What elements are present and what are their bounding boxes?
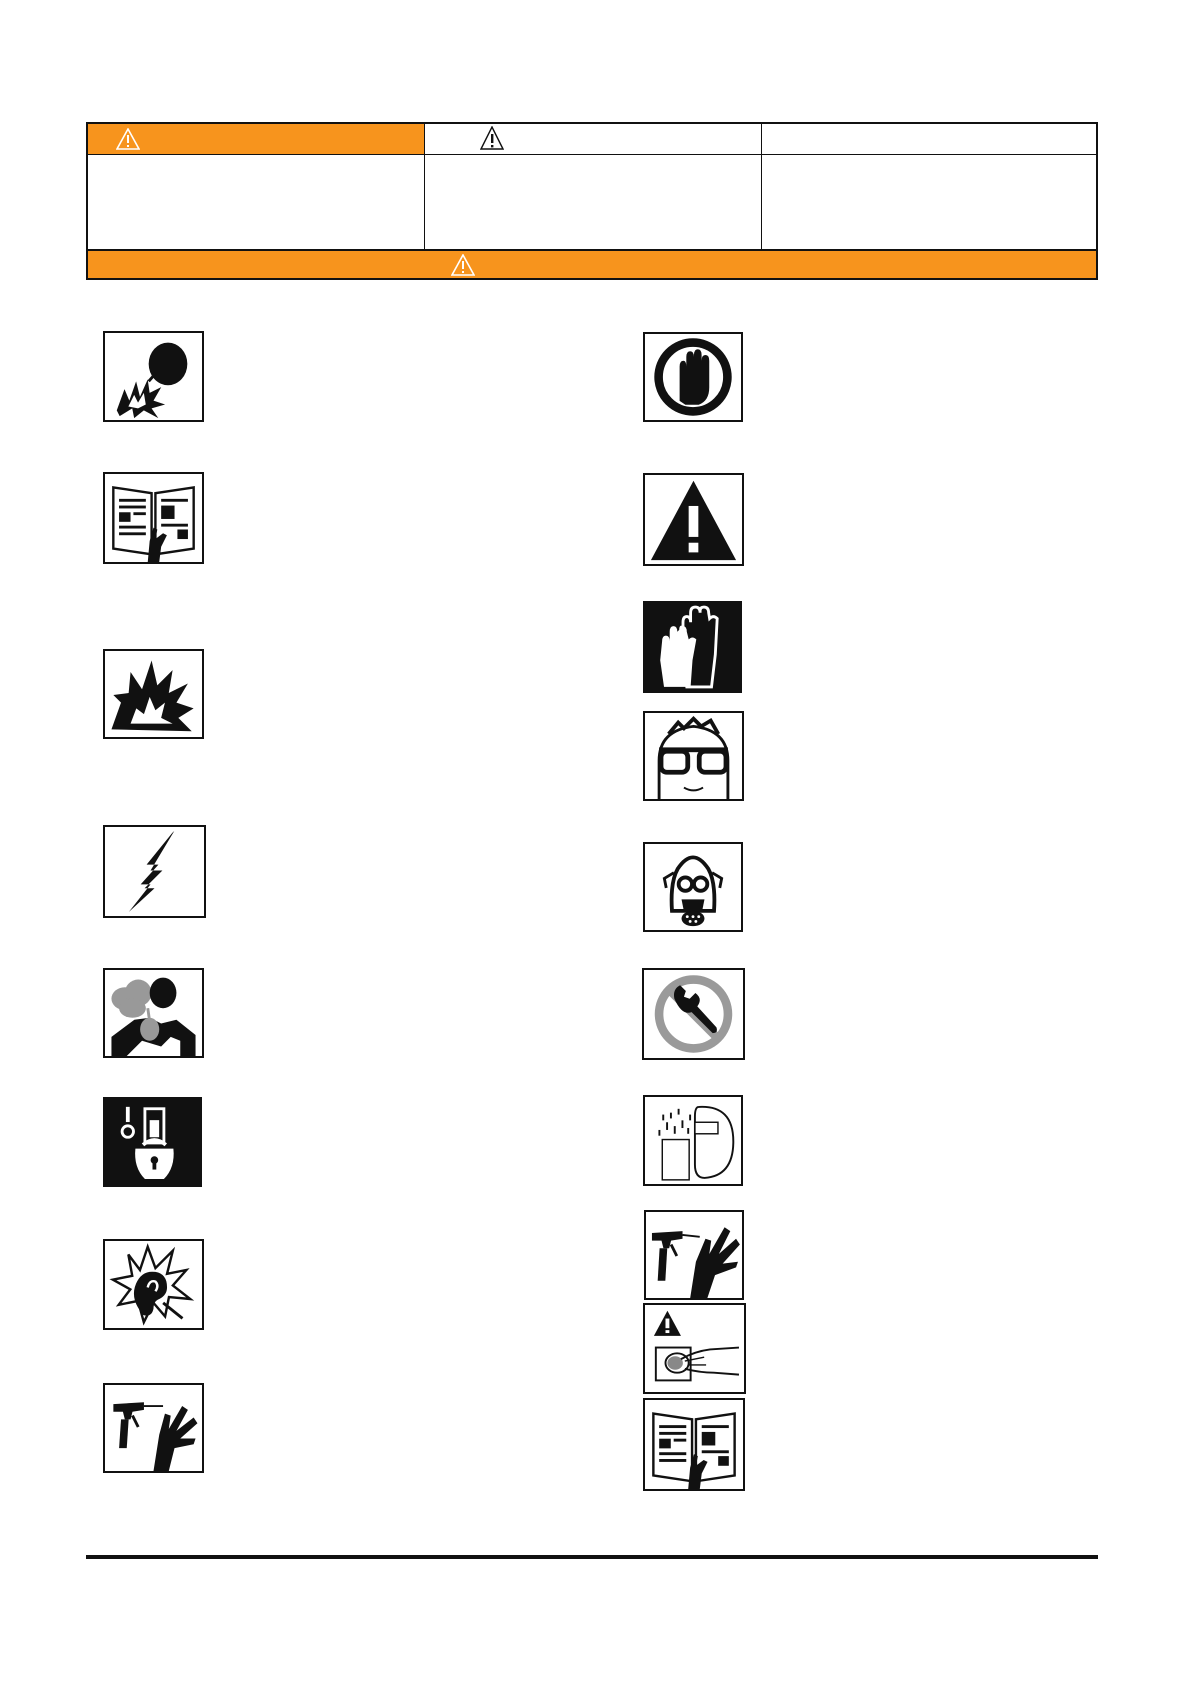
gloves-icon xyxy=(643,601,742,693)
stop-hand-icon xyxy=(643,332,743,422)
hearing-protection-icon xyxy=(103,1239,204,1330)
toxic-fumes-icon xyxy=(103,968,204,1058)
general-warning-icon xyxy=(643,473,744,566)
spray-gun-hand-icon xyxy=(644,1210,744,1300)
face-shield-icon xyxy=(643,1095,743,1186)
emergency-stop-icon xyxy=(643,1303,746,1394)
footer-rule xyxy=(86,1555,1098,1559)
no-modification-icon xyxy=(642,968,745,1060)
electric-shock-icon xyxy=(103,825,206,918)
warning-triangle-icon xyxy=(480,126,504,150)
signal-word-table xyxy=(86,122,1098,280)
read-manual-icon xyxy=(103,472,204,564)
danger-description-cell xyxy=(88,155,425,249)
read-manual-icon xyxy=(643,1398,745,1491)
warning-triangle-icon xyxy=(116,128,140,150)
warning-header-cell xyxy=(425,124,762,154)
signal-word-header-row xyxy=(88,124,1096,155)
explosion-icon xyxy=(103,649,204,739)
notice-description-cell xyxy=(762,155,1096,249)
lockout-icon xyxy=(103,1097,202,1187)
warnings-banner xyxy=(88,251,1096,278)
danger-header-cell xyxy=(88,124,425,154)
warning-description-cell xyxy=(425,155,762,249)
notice-header-cell xyxy=(762,124,1096,154)
signal-word-description-row xyxy=(88,155,1096,251)
safety-glasses-icon xyxy=(643,711,744,801)
skin-injection-icon xyxy=(103,331,204,422)
respirator-icon xyxy=(643,842,743,932)
warning-triangle-icon xyxy=(451,254,475,276)
spray-gun-injection-icon xyxy=(103,1383,204,1473)
